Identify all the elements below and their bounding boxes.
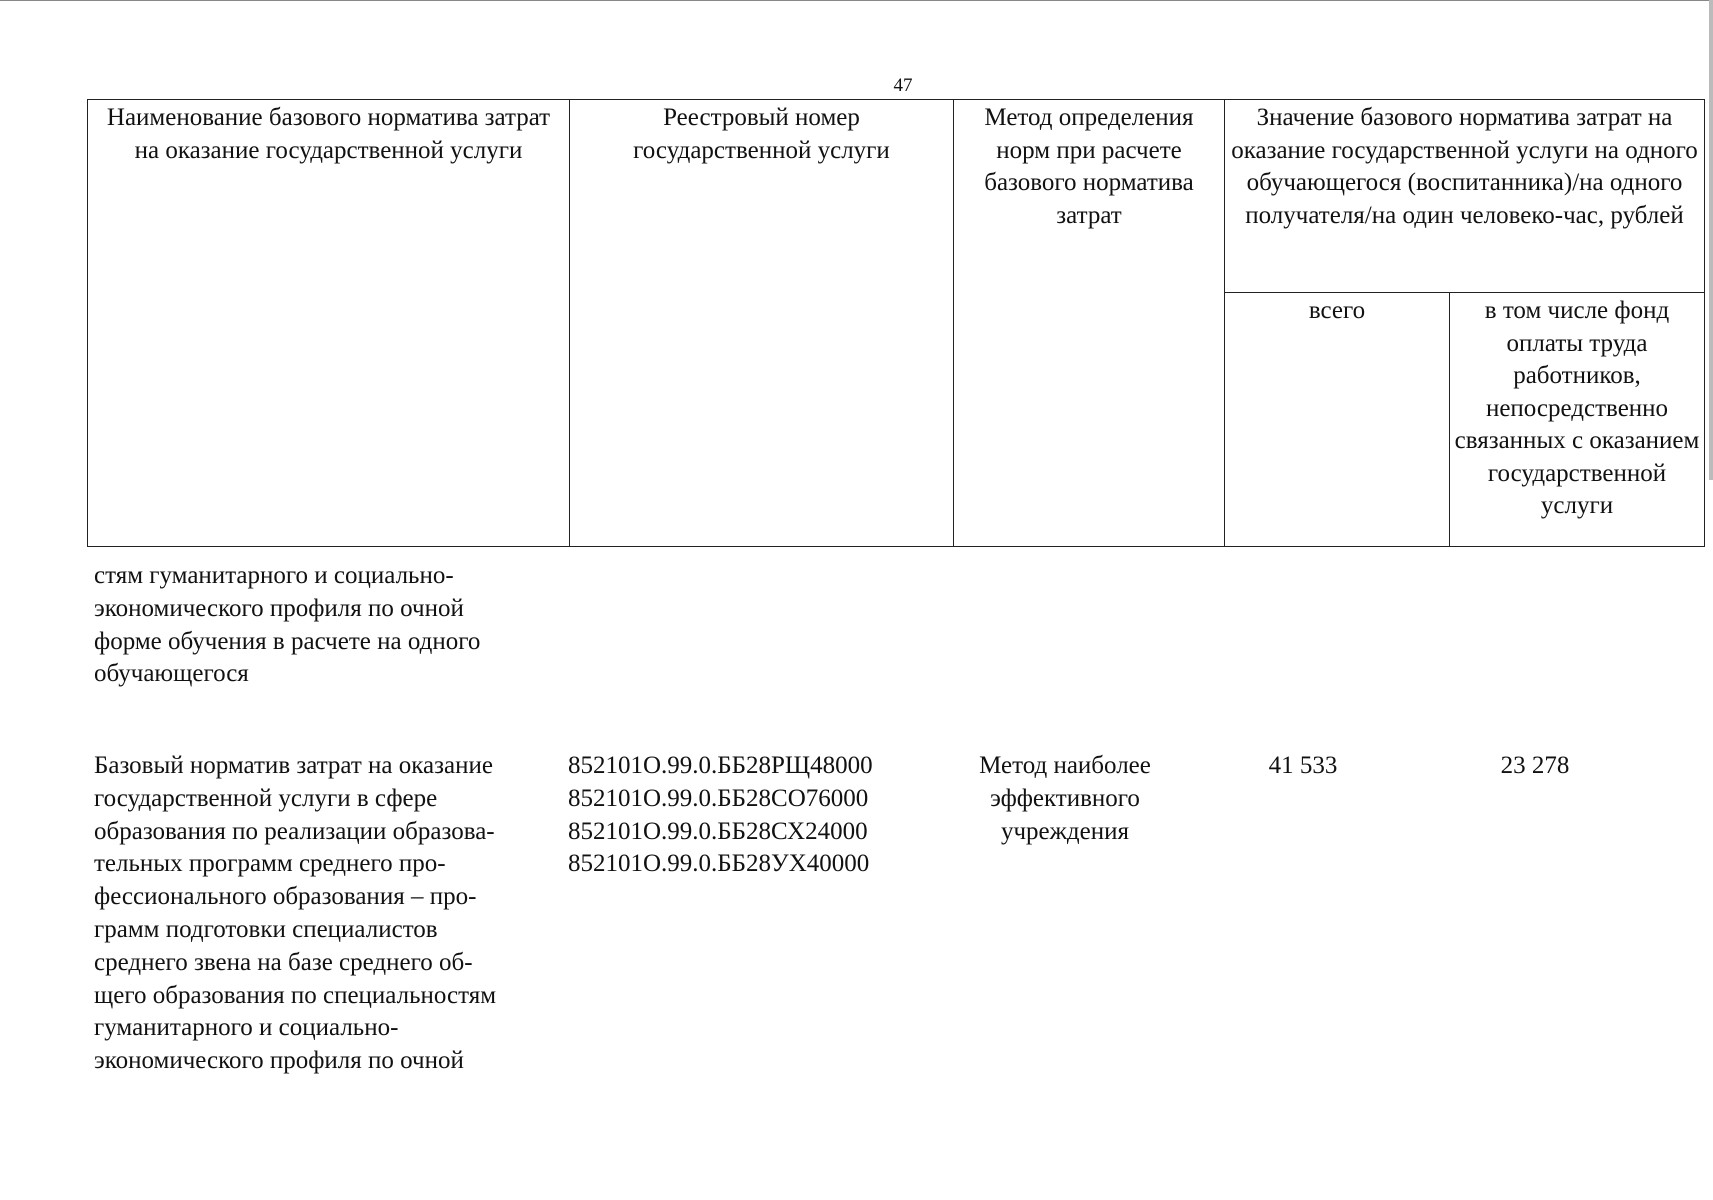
text-line: среднего звена на базе среднего об- [94, 948, 473, 976]
text-line: стям гуманитарного и социально- [94, 562, 454, 589]
registry-code: 852101О.99.0.ББ28РЩ48000 [568, 752, 873, 779]
method-line: Метод наиболее [979, 752, 1151, 779]
fot-value: 23 278 [1500, 752, 1570, 779]
text-line: фессионального образования – про- [94, 883, 477, 911]
scan-edge [1709, 0, 1713, 480]
header-col-registry: Реестровый номер государственной услуги [570, 100, 954, 547]
text-line: форме обучения в расчете на одного [94, 627, 481, 655]
header-table [87, 99, 1705, 547]
top-border-line [0, 0, 1713, 1]
text-line: грамм подготовки специалистов [94, 915, 438, 943]
text-line: экономического профиля по очной [94, 594, 464, 622]
header-col-value: Значение базового норматива затрат на оказание государственной услуги на одного обучающегося (воспитанника)/на одного получателя/на один человеко-час, рублей [1225, 100, 1705, 293]
text-line: щего образования по специальностям [94, 981, 497, 1009]
text-line: обучающегося [94, 660, 249, 688]
method-line: учреждения [1000, 817, 1129, 845]
continuation-text [94, 560, 554, 691]
text-line: гуманитарного и социально- [94, 1014, 399, 1042]
registry-code: 852101О.99.0.ББ28УХ40000 [568, 850, 870, 878]
header-col-method: Метод определения норм при расчете базового норматива затрат [954, 100, 1225, 547]
text-line: Базовый норматив затрат на оказание [94, 752, 493, 779]
header-col-fot: в том числе фонд оплаты труда работников, непосредственно связанных с оказанием государственной услуги [1450, 293, 1705, 547]
page-number: 47 [893, 75, 913, 96]
text-line: тельных программ среднего про- [94, 850, 446, 878]
method-line: эффективного [990, 784, 1140, 812]
registry-code: 852101О.99.0.ББ28СО76000 [568, 784, 869, 812]
registry-codes [568, 750, 873, 881]
header-col-total: всего [1225, 293, 1450, 547]
text-line: государственной услуги в сфере [94, 784, 438, 812]
header-col-name: Наименование базового норматива затрат на оказание государственной услуги [88, 100, 570, 547]
text-line: экономического профиля по очной [94, 1047, 464, 1075]
text-line: образования по реализации образова- [94, 817, 495, 845]
total-value: 41 533 [1268, 752, 1338, 779]
row-name [94, 750, 554, 1078]
registry-code: 852101О.99.0.ББ28СХ24000 [568, 817, 868, 845]
method-cell [950, 750, 1180, 848]
